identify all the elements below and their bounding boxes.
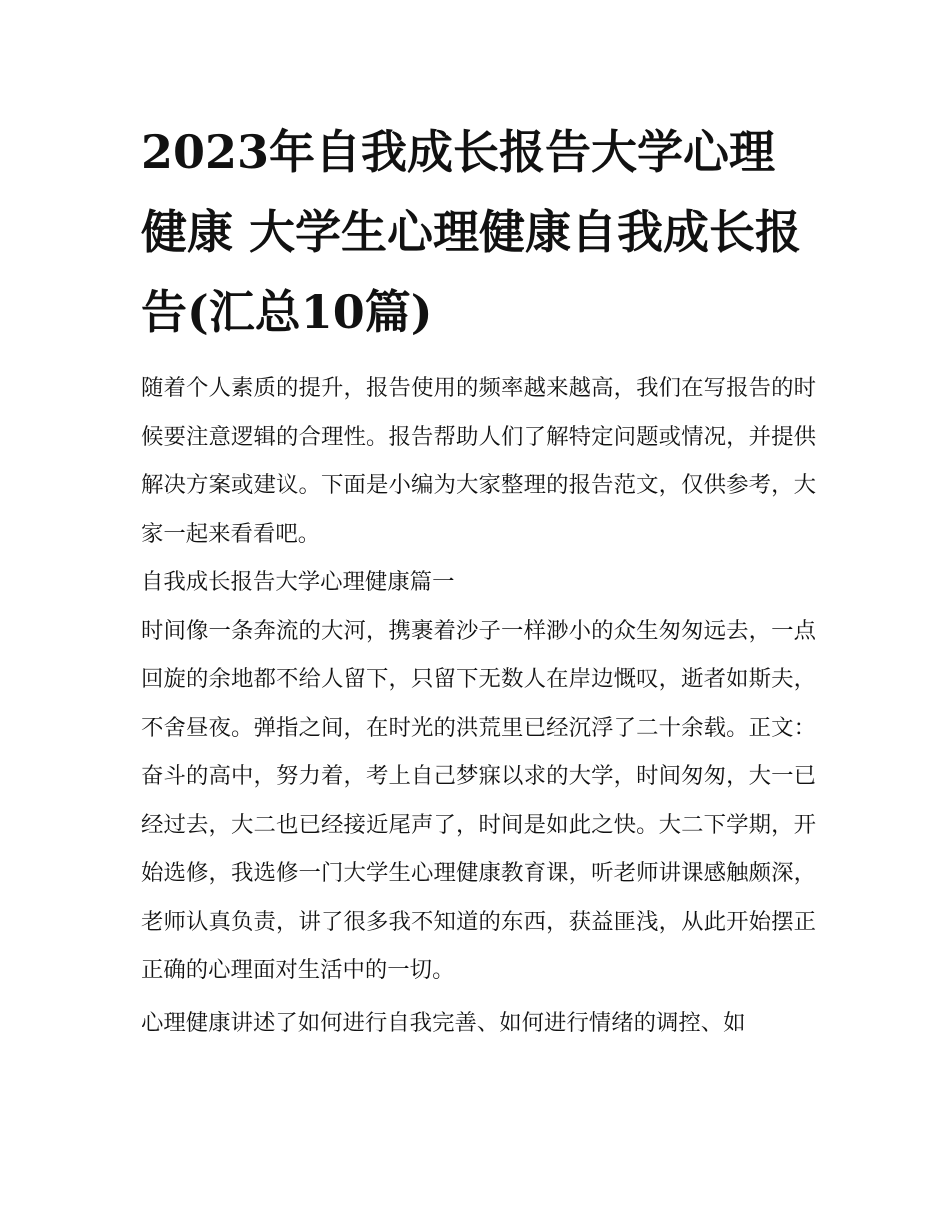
body-paragraph-2: 心理健康讲述了如何进行自我完善、如何进行情绪的调控、如 [141,1009,746,1036]
body-paragraph-1: 时间像一条奔流的大河，携裹着沙子一样渺小的众生匆匆远去，一点回旋的余地都不给人留下，只留下无数人在岸边慨叹，逝者如斯夫，不舍昼夜。弹指之间，在时光的洪荒里已经沉浮了二十余载。正文：奋斗的高中，努力着，考上自己梦寐以求的大学，时间匆匆，大一已经过去，大二也已经接近尾声了，时间是如此之快。大二下学期，开始选修，我选修一门大学生心理健康教育课，听老师讲课感触颇深，老师认真负责，讲了很多我不知道的东西，获益匪浅，从此开始摆正正确的心理面对生活中的一切。 [141,617,816,983]
section-heading: 自我成长报告大学心理健康篇一 [141,569,455,595]
document-title: 2023年自我成长报告大学心理健康 大学生心理健康自我成长报告(汇总10篇) [141,125,802,339]
document-page [141,112,816,1047]
intro-paragraph: 随着个人素质的提升，报告使用的频率越来越高，我们在写报告的时候要注意逻辑的合理性。报告帮助人们了解特定问题或情况，并提供解决方案或建议。下面是小编为大家整理的报告范文，仅供参考，大家一起来看看吧。 [141,375,816,547]
